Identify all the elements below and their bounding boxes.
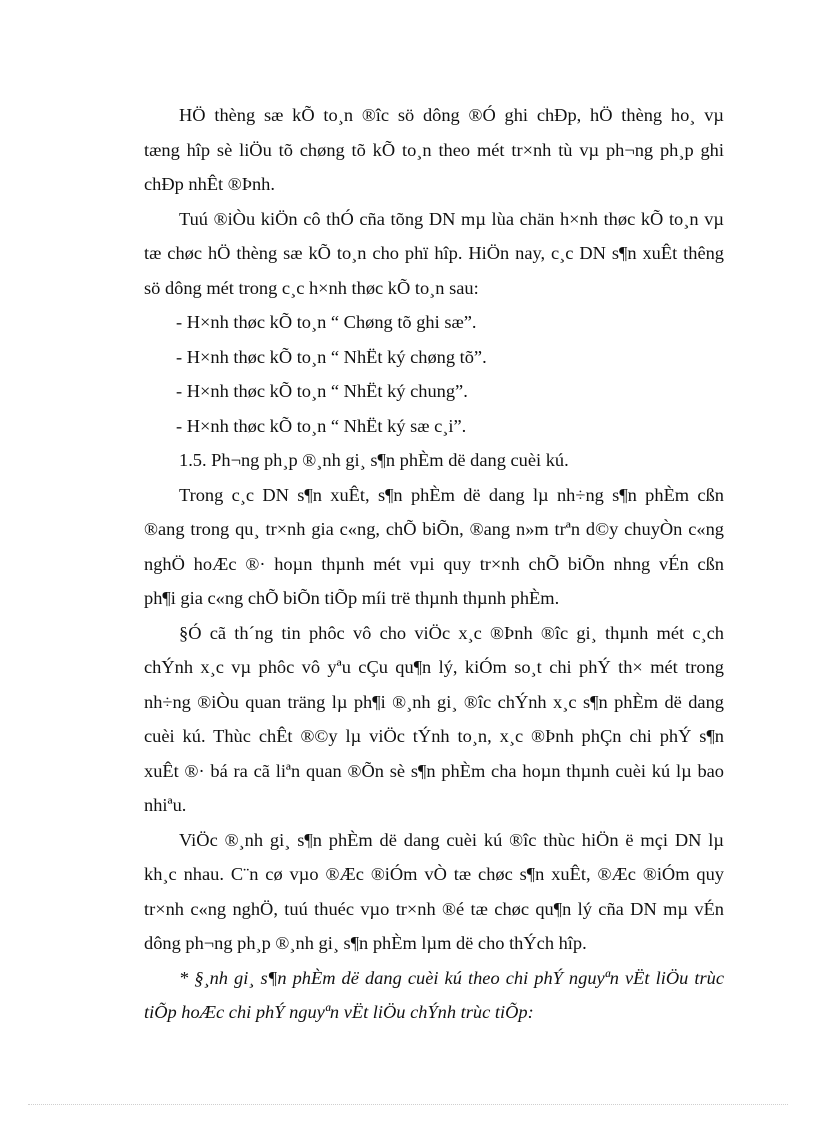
text-line: Trong c¸c DN s¶n xuÊt, s¶n phÈm dë dang lµ nh÷ng s¶n phÈm cßn: [179, 484, 724, 505]
text-line: nh÷ng ®iÒu quan träng lµ ph¶i ®¸nh gi¸ ®îc chÝnh x¸c s¶n phÈm dë dang: [144, 691, 724, 712]
text-line: Tuú ®iÒu kiÖn cô thÓ cña tõng DN mµ lùa chän h×nh thøc kÕ to¸n vµ: [179, 208, 724, 229]
text-line: ®ang trong qu¸ tr×nh gia c«ng, chÕ biÕn, ®ang n»m trªn d©y chuyÒn c«ng: [144, 519, 724, 539]
text-line: 1.5. Ph¬ng ph¸p ®¸nh gi¸ s¶n phÈm dë dang cuèi kú.: [179, 450, 569, 470]
text-line: - H×nh thøc kÕ to¸n “ NhËt ký chung”.: [176, 381, 468, 401]
text-line: ph¶i gia c«ng chÕ biÕn tiÕp míi trë thµnh thµnh phÈm.: [144, 588, 560, 608]
text-line: tr×nh c«ng nghÖ, tuú thuéc vµo tr×nh ®é tæ chøc qu¶n lý cña DN mµ vÉn: [144, 898, 724, 919]
document-body: [144, 98, 724, 1030]
page-footer-rule: [28, 1104, 788, 1105]
text-line: tæ chøc hÖ thèng sæ kÕ to¸n cho phï hîp. HiÖn nay, c¸c DN s¶n xuÊt thêng: [144, 243, 724, 263]
text-line: - H×nh thøc kÕ to¸n “ NhËt ký chøng tõ”.: [176, 346, 487, 367]
text-line: nghÖ hoÆc ®· hoµn thµnh mét vµi quy tr×nh chÕ biÕn nhng vÉn cßn: [144, 553, 724, 574]
text-line: ViÖc ®¸nh gi¸ s¶n phÈm dë dang cuèi kú ®îc thùc hiÖn ë mçi DN lµ: [179, 829, 724, 850]
text-line: nhiªu.: [144, 795, 187, 815]
text-line: kh¸c nhau. C¨n cø vµo ®Æc ®iÓm vÒ tæ chøc s¶n xuÊt, ®Æc ®iÓm quy: [144, 864, 724, 884]
text-line: chÐp nhÊt ®Þnh.: [144, 174, 275, 194]
text-line: - H×nh thøc kÕ to¸n “ NhËt ký sæ c¸i”.: [176, 415, 467, 436]
text-line: dông ph¬ng ph¸p ®¸nh gi¸ s¶n phÈm lµm dë cho thÝch hîp.: [144, 933, 587, 953]
text-line: - H×nh thøc kÕ to¸n “ Chøng tõ ghi sæ”.: [176, 312, 477, 332]
text-line: tiÕp hoÆc chi phÝ nguyªn vËt liÖu chÝnh trùc tiÕp:: [144, 1002, 534, 1022]
text-line: * §¸nh gi¸ s¶n phÈm dë dang cuèi kú theo chi phÝ nguyªn vËt liÖu trùc: [179, 967, 724, 988]
text-line: HÖ thèng sæ kÕ to¸n ®îc sö dông ®Ó ghi chÐp, hÖ thèng ho¸ vµ: [179, 105, 724, 125]
text-line: tæng hîp sè liÖu tõ chøng tõ kÕ to¸n theo mét tr×nh tù vµ ph¬ng ph¸p ghi: [144, 139, 724, 160]
text-line: §Ó cã th´ng tin phôc vô cho viÖc x¸c ®Þnh ®îc gi¸ thµnh mét c¸ch: [179, 622, 724, 643]
text-line: chÝnh x¸c vµ phôc vô yªu cÇu qu¶n lý, kiÓm so¸t chi phÝ th× mét trong: [144, 657, 724, 677]
text-line: xuÊt ®· bá ra cã liªn quan ®Õn sè s¶n phÈm cha hoµn thµnh cuèi kú lµ bao: [144, 760, 724, 781]
text-line: sö dông mét trong c¸c h×nh thøc kÕ to¸n sau:: [144, 277, 479, 298]
text-line: cuèi kú. Thùc chÊt ®©y lµ viÖc tÝnh to¸n, x¸c ®Þnh phÇn chi phÝ s¶n: [144, 726, 724, 746]
